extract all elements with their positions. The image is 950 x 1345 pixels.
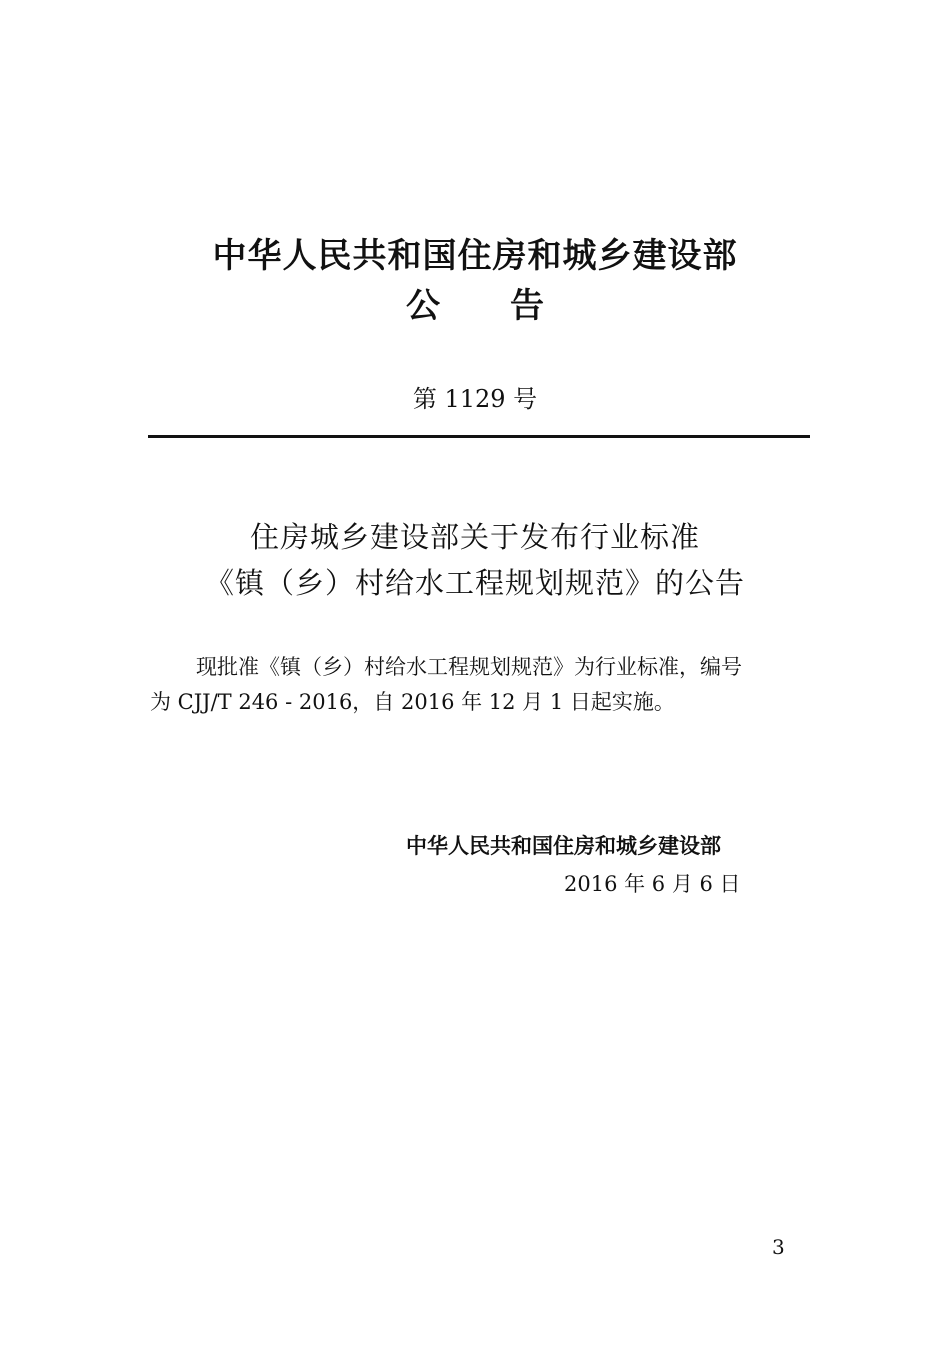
page-number: 3 (772, 1235, 785, 1259)
body-paragraph-line-2: 为 CJJ/T 246 - 2016，自 2016 年 12 月 1 日起实施。 (150, 690, 675, 714)
header-divider (148, 435, 810, 438)
signature-date: 2016 年 6 月 6 日 (564, 872, 741, 896)
issuer-title: 中华人民共和国住房和城乡建设部 (212, 236, 738, 276)
announcement-title-line-1: 住房城乡建设部关于发布行业标准 (249, 520, 700, 554)
body-paragraph-line-1: 现批准《镇（乡）村给水工程规划规范》为行业标准，编号 (196, 655, 742, 679)
announcement-title-line-2: 《镇（乡）村给水工程规划规范》的公告 (204, 566, 745, 600)
announcement-number: 第 1129 号 (412, 385, 538, 413)
notice-heading: 公告 (406, 286, 614, 326)
signature-organization: 中华人民共和国住房和城乡建设部 (406, 834, 721, 858)
